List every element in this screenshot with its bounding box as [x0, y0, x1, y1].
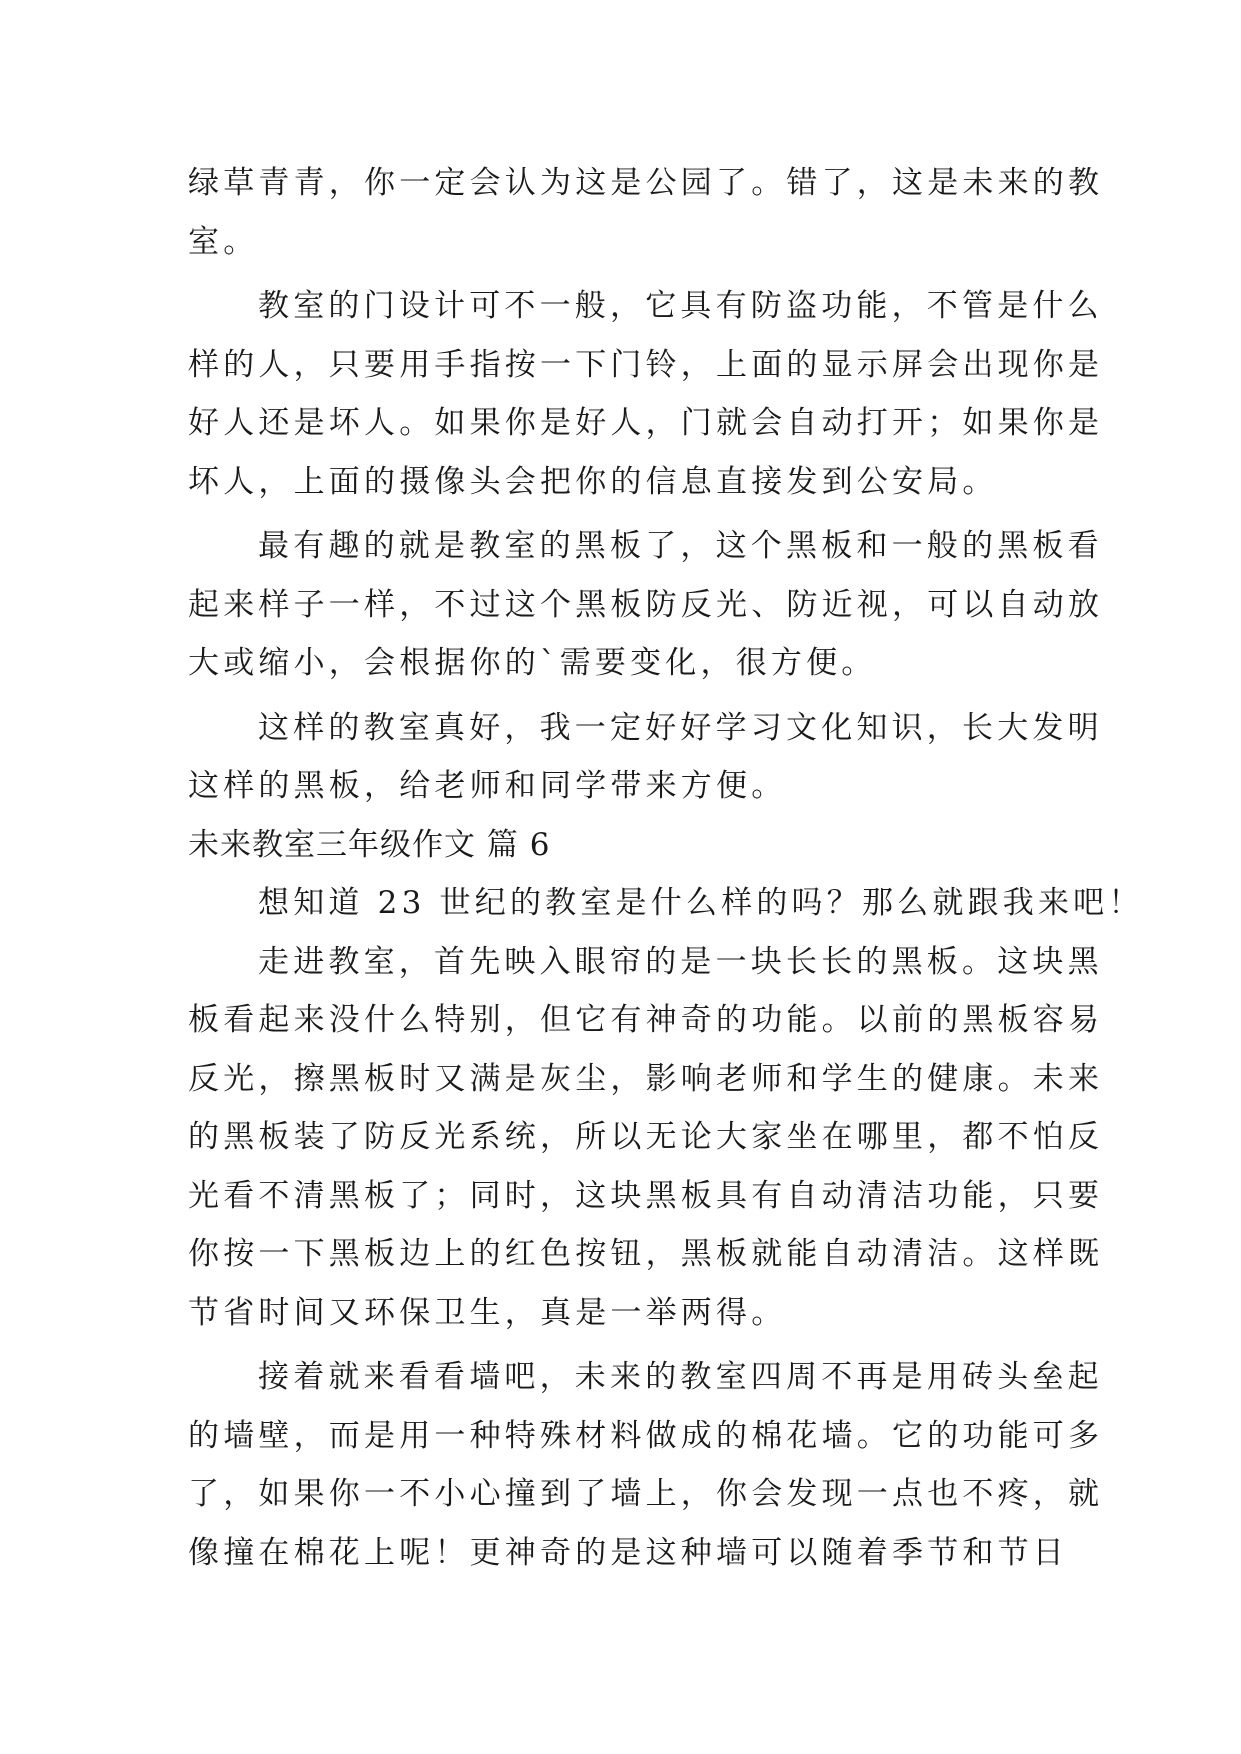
- paragraph-first-line: 想知道 23 世纪的教室是什么样的吗？那么就跟我来吧！: [258, 885, 1144, 921]
- document-body: [188, 154, 1144, 1582]
- text-line: 节省时间又环保卫生，真是一举两得。: [188, 1294, 787, 1331]
- text-line: 坏人，上面的摄像头会把你的信息直接发到公安局。: [188, 463, 998, 500]
- paragraph-first-line: 走进教室，首先映入眼帘的是一块长长的黑板。这块黑: [258, 943, 1103, 980]
- paragraph-first-line: 最有趣的就是教室的黑板了，这个黑板和一般的黑板看: [258, 528, 1103, 564]
- text-line: 起来样子一样，不过这个黑板防反光、防近视，可以自动放: [188, 586, 1104, 623]
- text-line: 板看起来没什么特别，但它有神奇的功能。以前的黑板容易: [188, 1002, 1104, 1038]
- paragraph-first-line: 接着就来看看墙吧，未来的教室四周不再是用砖头垒起: [258, 1359, 1103, 1395]
- text-line: 的黑板装了防反光系统，所以无论大家坐在哪里，都不怕反: [188, 1119, 1104, 1155]
- text-line: 这样的黑板，给老师和同学带来方便。: [188, 768, 787, 804]
- text-line: 绿草青青，你一定会认为这是公园了。错了，这是未来的教: [188, 165, 1104, 201]
- text-line: 好人还是坏人。如果你是好人，门就会自动打开；如果你是: [188, 405, 1104, 441]
- text-line: 你按一下黑板边上的红色按钮，黑板就能自动清洁。这样既: [188, 1236, 1104, 1272]
- text-line: 的墙壁，而是用一种特殊材料做成的棉花墙。它的功能可多: [188, 1417, 1104, 1454]
- section-heading: 未来教室三年级作文 篇 6: [188, 826, 551, 863]
- text-line: 反光，擦黑板时又满是灰尘，影响老师和学生的健康。未来: [188, 1060, 1104, 1097]
- text-line: 像撞在棉花上呢！更神奇的是这种墙可以随着季节和节日: [188, 1534, 1068, 1571]
- paragraph-first-line: 教室的门设计可不一般，它具有防盗功能，不管是什么: [258, 288, 1103, 324]
- text-line: 光看不清黑板了；同时，这块黑板具有自动清洁功能，只要: [188, 1177, 1104, 1214]
- text-line: 样的人，只要用手指按一下门铃，上面的显示屏会出现你是: [188, 346, 1104, 383]
- text-line: 了，如果你一不小心撞到了墙上，你会发现一点也不疼，就: [188, 1476, 1104, 1512]
- text-line: 大或缩小，会根据你的`需要变化，很方便。: [188, 645, 877, 681]
- text-line: 室。: [188, 223, 259, 260]
- paragraph-first-line: 这样的教室真好，我一定好好学习文化知识，长大发明: [258, 709, 1103, 746]
